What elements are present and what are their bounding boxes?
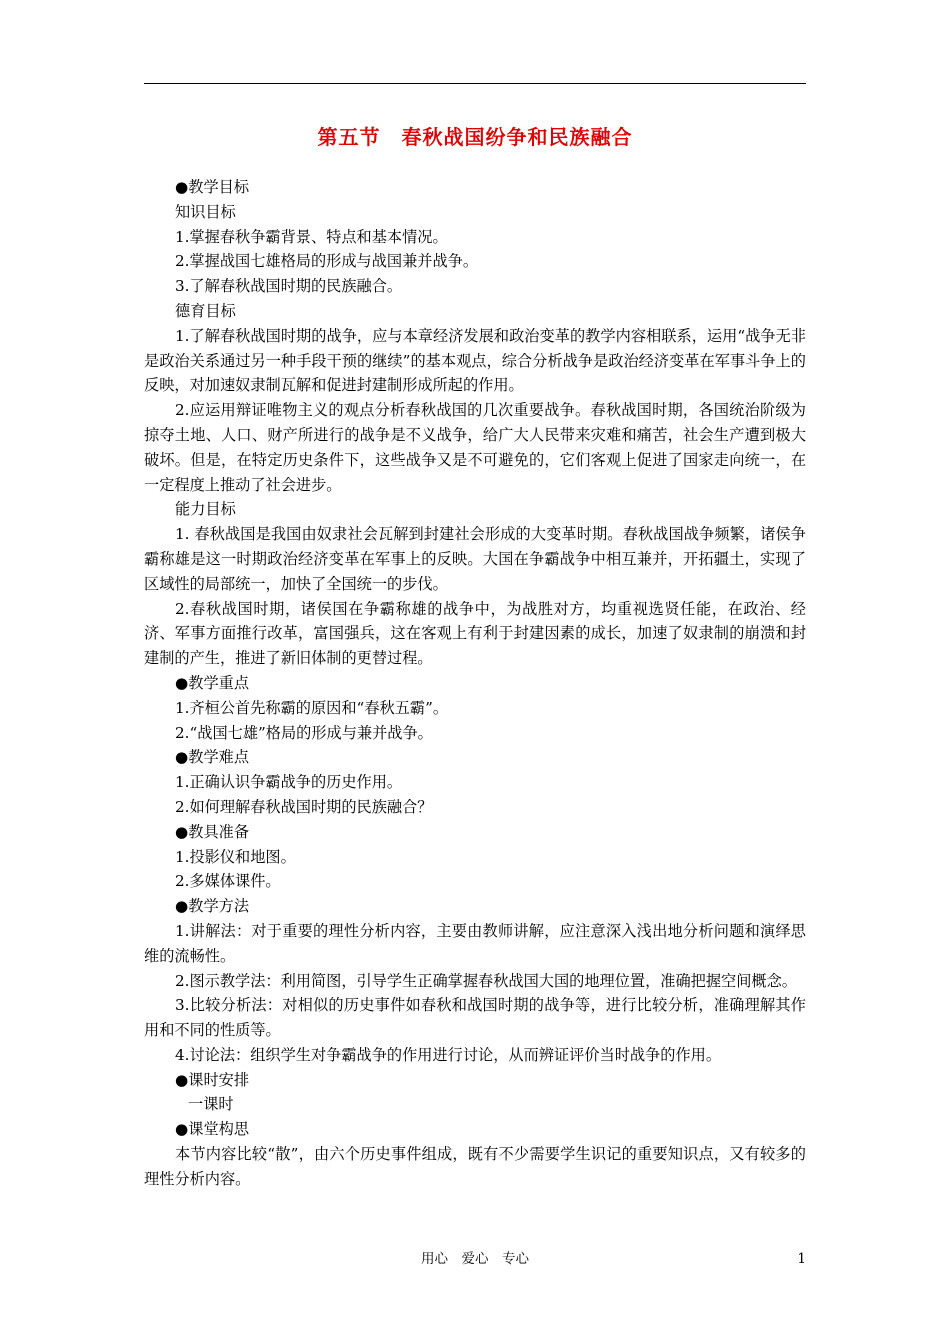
paragraph: ●课堂构思 — [175, 1120, 250, 1139]
paragraph: ●教学目标 — [175, 178, 250, 196]
paragraph: 本节内容比较“散”，由六个历史事件组成，既有不少需要学生识记的重要知识点，又有较多的理性分析内容。 — [144, 1145, 806, 1188]
paragraph: 3.了解春秋战国时期的民族融合。 — [175, 277, 403, 296]
paragraph: ●教具准备 — [175, 822, 250, 841]
paragraph: 1.齐桓公首先称霸的原因和“春秋五霸”。 — [175, 698, 449, 717]
section-title: 第五节 春秋战国纷争和民族融合 — [317, 125, 633, 149]
paragraph: 一课时 — [188, 1095, 234, 1114]
paragraph: 2.掌握战国七雄格局的形成与战国兼并战争。 — [175, 252, 479, 271]
paragraph: 2.春秋战国时期，诸侯国在争霸称雄的战争中，为战胜对方，均重视选贤任能，在政治、经济、军事方面推行改革，富国强兵，这在客观上有利于封建因素的成长，加速了奴隶制的崩溃和封建制的产生，推进了新旧体制的更替过程。 — [144, 599, 806, 668]
page-footer — [144, 1248, 806, 1270]
paragraph: 1.讲解法：对于重要的理性分析内容，主要由教师讲解，应注意深入浅出地分析问题和演绎思维的流畅性。 — [144, 921, 806, 965]
paragraph: 2.图示教学法：利用简图，引导学生正确掌握春秋战国大国的地理位置，准确把握空间概念。 — [175, 971, 797, 990]
paragraph: 2.“战国七雄”格局的形成与兼并战争。 — [175, 723, 433, 742]
document-body — [144, 175, 806, 1192]
paragraph: ●课时安排 — [175, 1070, 250, 1089]
header-rule — [144, 83, 806, 84]
paragraph: 能力目标 — [175, 500, 236, 519]
paragraph: ●教学重点 — [175, 673, 250, 692]
paragraph: 1. 春秋战国是我国由奴隶社会瓦解到封建社会形成的大变革时期。春秋战国战争频繁，诸侯争霸称雄是这一时期政治经济变革在军事上的反映。大国在争霸战争中相互兼并，开拓疆土，实现了区域性的局部统一，加快了全国统一的步伐。 — [144, 525, 806, 593]
paragraph: 1.正确认识争霸战争的历史作用。 — [175, 773, 403, 792]
page-number: 1 — [797, 1251, 806, 1267]
paragraph: ●教学方法 — [175, 897, 250, 916]
paragraph: 1.掌握春秋争霸背景、特点和基本情况。 — [175, 227, 448, 246]
paragraph: 2.应运用辩证唯物主义的观点分析春秋战国的几次重要战争。春秋战国时期，各国统治阶级为掠夺土地、人口、财产所进行的战争是不义战争，给广大人民带来灾难和痛苦，社会生产遭到极大破坏。但是，在特定历史条件下，这些战争又是不可避免的，它们客观上促进了国家走向统一，在一定程度上推动了社会进步。 — [144, 401, 806, 494]
paragraph: 德育目标 — [175, 301, 236, 320]
paragraph: 1.了解春秋战国时期的战争，应与本章经济发展和政治变革的教学内容相联系，运用“战争无非是政治关系通过另一种手段干预的继续”的基本观点，综合分析战争是政治经济变革在军事斗争上的反映，对加速奴隶制瓦解和促进封建制形成所起的作用。 — [144, 326, 806, 395]
paragraph: 3.比较分析法：对相似的历史事件如春秋和战国时期的战争等，进行比较分析，准确理解其作用和不同的性质等。 — [144, 996, 806, 1040]
paragraph: 4.讨论法：组织学生对争霸战争的作用进行讨论，从而辨证评价当时战争的作用。 — [175, 1045, 722, 1064]
paragraph: ●教学难点 — [175, 748, 250, 767]
paragraph: 知识目标 — [175, 202, 236, 221]
paragraph: 1.投影仪和地图。 — [175, 847, 296, 866]
paragraph: 2.多媒体课件。 — [175, 872, 281, 891]
paragraph: 2.如何理解春秋战国时期的民族融合？ — [175, 797, 433, 816]
footer-motto: 用心 爱心 专心 — [421, 1251, 529, 1267]
